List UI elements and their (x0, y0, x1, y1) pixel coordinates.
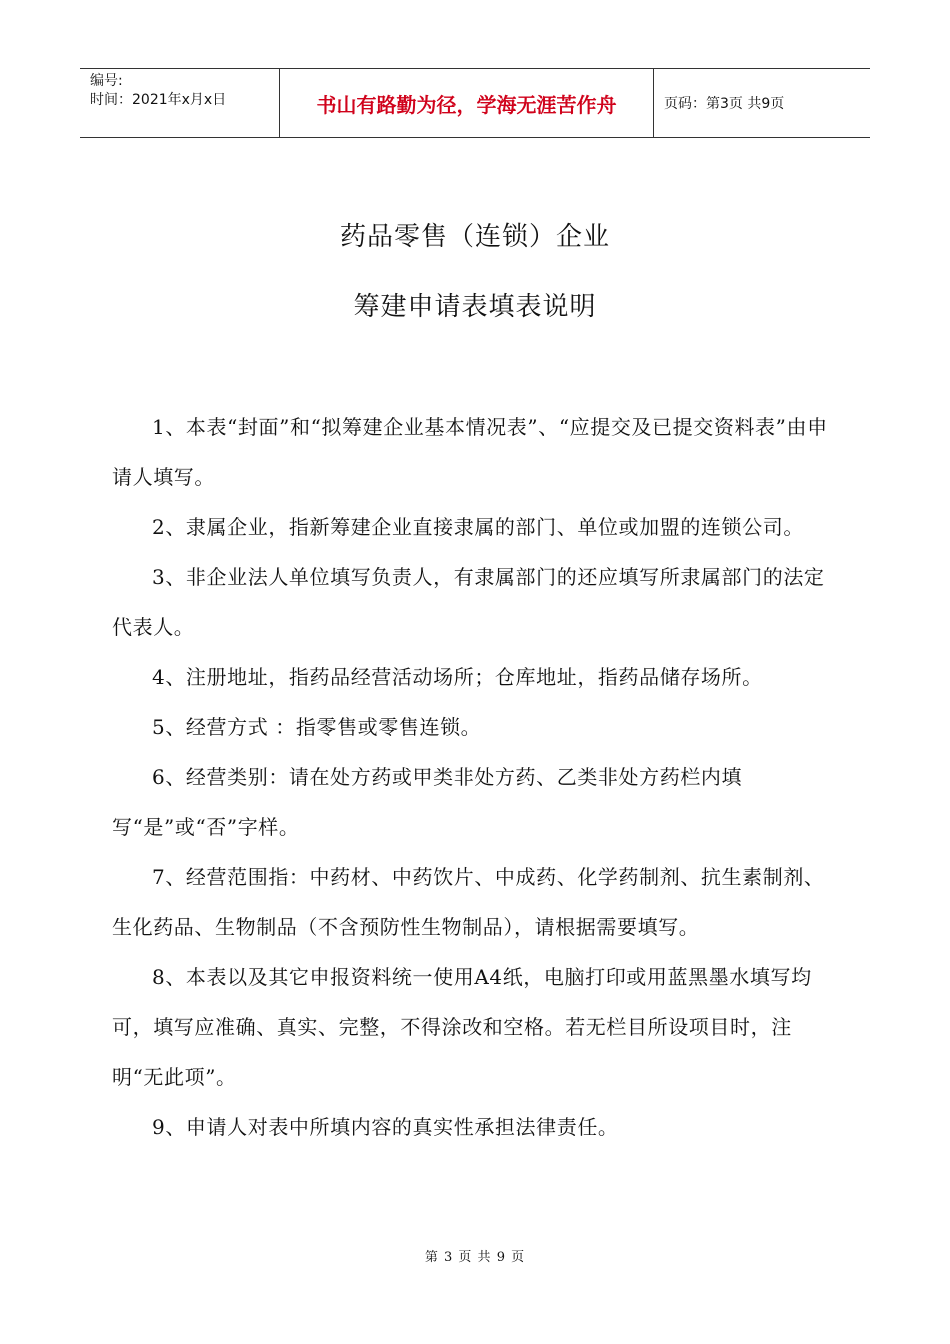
doc-number-label: 编号: (90, 73, 123, 89)
page-footer: 第 3 页 共 9 页 (424, 1250, 526, 1265)
instruction-item-1: 1、本表“封面”和“拟筹建企业基本情况表”、“应提交及已提交资料表”由申请人填写。 (112, 415, 828, 489)
time-label: 时间：2021年x月x日 (90, 92, 227, 108)
instruction-item-6: 6、经营类别：请在处方药或甲类非处方药、乙类非处方药栏内填写“是”或“否”字样。 (112, 765, 743, 839)
instruction-item-4: 4、注册地址，指药品经营活动场所；仓库地址，指药品储存场所。 (152, 665, 763, 689)
instructions-body (112, 402, 842, 1152)
header-motto: 书山有路勤为径，学海无涯苦作舟 (280, 69, 654, 137)
instruction-item-9: 9、申请人对表中所填内容的真实性承担法律责任。 (152, 1115, 619, 1139)
instruction-item-5: 5、经营方式 ：指零售或零售连锁。 (152, 715, 482, 739)
instruction-item-3: 3、非企业法人单位填写负责人，有隶属部门的还应填写所隶属部门的法定代表人。 (112, 565, 825, 639)
header-page-info: 页码：第3页 共9页 (664, 96, 785, 112)
instruction-item-8: 8、本表以及其它申报资料统一使用A4纸，电脑打印或用蓝黑墨水填写均可，填写应准确、真实、完整，不得涂改和空格。若无栏目所设项目时，注明“无此项”。 (112, 965, 812, 1089)
page-header (80, 68, 870, 138)
instruction-item-2: 2、隶属企业，指新筹建企业直接隶属的部门、单位或加盟的连锁公司。 (152, 515, 804, 539)
header-meta (80, 69, 280, 137)
instruction-item-7: 7、经营范围指：中药材、中药饮片、中成药、化学药制剂、抗生素制剂、生化药品、生物制品（不含预防性生物制品），请根据需要填写。 (112, 865, 825, 939)
document-title-line1: 药品零售（连锁）企业 (339, 222, 610, 252)
document-title-line2: 筹建申请表填表说明 (353, 292, 597, 322)
